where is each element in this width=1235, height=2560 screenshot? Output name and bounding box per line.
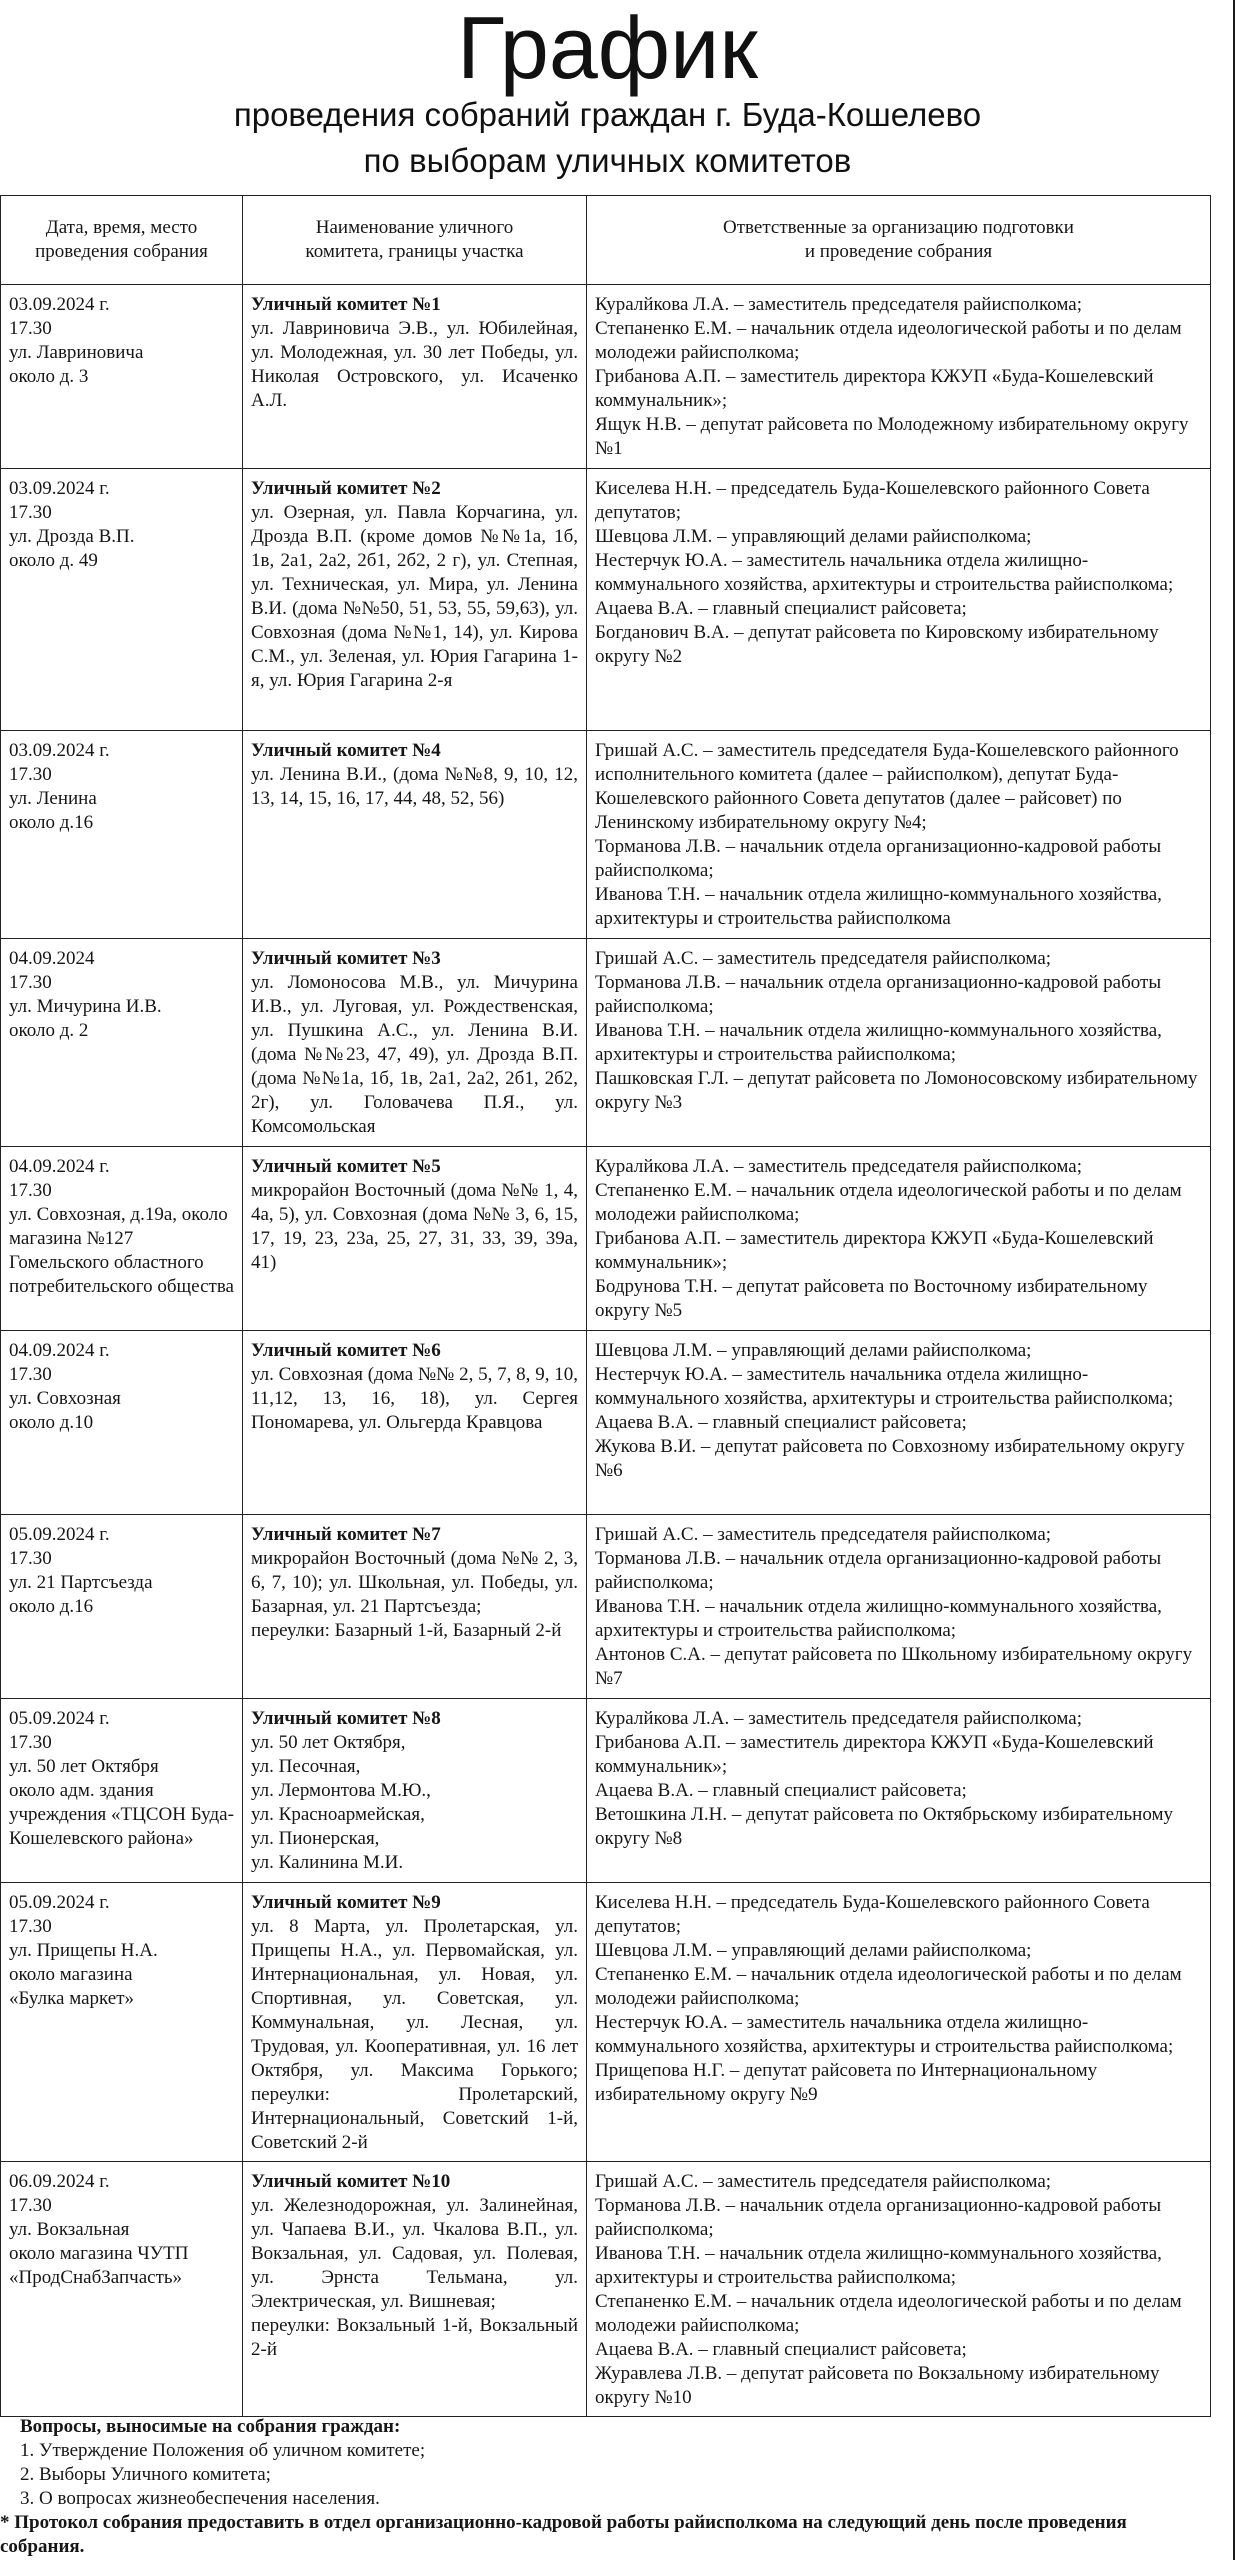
committee-name: Уличный комитет №2 <box>251 478 441 499</box>
committee-boundaries: ул. 50 лет Октября, ул. Песочная, ул. Лермонтова М.Ю., ул. Красноармейская, ул. Пионерская, ул. Калинина М.И. <box>251 1732 431 1873</box>
committee-boundaries: ул. Озерная, ул. Павла Корчагина, ул. Дрозда В.П. (кроме домов №№1а, 1б, 1в, 2а1, 2а2, 2б1, 2б2, 2 г), ул. Степная, ул. Техническая, ул. Мира, ул. Ленина В.И. (дома №№50, 51, 53, 55, 59,63), ул. Совхозная (дома №№1, 14), ул. Кирова С.М., ул. Зеленая, ул. Юрия Гагарина 1-я, ул. Юрия Гагарина 2-я <box>251 502 578 691</box>
responsible-persons: Гришай А.С. – заместитель председателя райисполкома; Торманова Л.В. – начальник отдела организационно-кадровой работы райисполкома; Иванова Т.Н. – начальник отдела жилищно-коммунального хозяйства, архитектуры и строительства райисполкома; Степаненко Е.М. – начальник отдела идеологической работы и по делам молодежи райисполкома; Ацаева В.А. – главный специалист райсовета; Журавлева Л.В. – депутат райсовета по Вокзальному избирательному округу №10 <box>587 2162 1211 2417</box>
responsible-persons: Куралйкова Л.А. – заместитель председателя райисполкома; Грибанова А.П. – заместитель директора КЖУП «Буда-Кошелевский коммунальник»; Ацаева В.А. – главный специалист райсовета; Ветошкина Л.Н. – депутат райсовета по Октябрьскому избирательному округу №8 <box>587 1699 1211 1883</box>
committee-name: Уличный комитет №4 <box>251 740 441 761</box>
meeting-when-where: 03.09.2024 г. 17.30 ул. Дрозда В.П. около д. 49 <box>1 469 243 731</box>
table-row <box>1 1699 1211 1883</box>
table-body <box>1 285 1211 2417</box>
committee-name: Уличный комитет №8 <box>251 1708 441 1729</box>
committee-boundaries: ул. Ломоносова М.В., ул. Мичурина И.В., ул. Луговая, ул. Рождественская, ул. Пушкина А.С., ул. Ленина В.И. (дома №№23, 47, 49), ул. Дрозда В.П. (дома №№1а, 1б, 1в, 2а1, 2а2, 2б1, 2б2, 2г), ул. Головачева П.Я., ул. Комсомольская <box>251 972 578 1137</box>
committee-name: Уличный комитет №3 <box>251 948 441 969</box>
document-subtitle-line2: по выборам уличных комитетов <box>363 142 852 179</box>
committee-name: Уличный комитет №6 <box>251 1340 441 1361</box>
committee-cell <box>243 1515 587 1699</box>
meeting-schedule-table <box>0 195 1211 2417</box>
committee-cell <box>243 939 587 1147</box>
committee-name: Уличный комитет №7 <box>251 1524 441 1545</box>
committee-cell <box>243 1883 587 2162</box>
meeting-when-where: 04.09.2024 г. 17.30 ул. Совхозная, д.19а, около магазина №127 Гомельского областного потребительского общества <box>1 1147 243 1331</box>
committee-cell <box>243 2162 587 2417</box>
committee-boundaries: ул. Ленина В.И., (дома №№8, 9, 10, 12, 13, 14, 15, 16, 17, 44, 48, 52, 56) <box>251 764 578 809</box>
column-header-committee: Наименование уличного комитета, границы участка <box>243 196 587 285</box>
questions-section <box>0 2415 1212 2559</box>
committee-boundaries: микрорайон Восточный (дома №№ 2, 3, 6, 7, 10); ул. Школьная, ул. Победы, ул. Базарная, ул. 21 Партсъезда; переулки: Базарный 1-й, Базарный 2-й <box>251 1548 578 1641</box>
document-title: График <box>457 0 758 97</box>
meeting-when-where: 06.09.2024 г. 17.30 ул. Вокзальная около магазина ЧУТП «ПродСнабЗапчасть» <box>1 2162 243 2417</box>
committee-boundaries: ул. 8 Марта, ул. Пролетарская, ул. Прищепы Н.А., ул. Первомайская, ул. Интернациональная, ул. Новая, ул. Спортивная, ул. Советская, ул. Коммунальная, ул. Лесная, ул. Трудовая, ул. Кооперативная, ул. 16 лет Октября, ул. Максима Горького; переулки: Пролетарский, Интернациональный, Советский 1-й, Советский 2-й <box>251 1916 578 2153</box>
committee-cell <box>243 285 587 469</box>
meeting-when-where: 03.09.2024 г. 17.30 ул. Ленина около д.16 <box>1 731 243 939</box>
responsible-persons: Шевцова Л.М. – управляющий делами райисполкома; Нестерчук Ю.А. – заместитель начальника отдела жилищно-коммунального хозяйства, архитектуры и строительства райисполкома; Ацаева В.А. – главный специалист райсовета; Жукова В.И. – депутат райсовета по Совхозному избирательному округу №6 <box>587 1331 1211 1515</box>
meeting-when-where: 04.09.2024 г. 17.30 ул. Совхозная около д.10 <box>1 1331 243 1515</box>
responsible-persons: Куралйкова Л.А. – заместитель председателя райисполкома; Степаненко Е.М. – начальник отдела идеологической работы и по делам молодежи райисполкома; Грибанова А.П. – заместитель директора КЖУП «Буда-Кошелевский коммунальник»; Ящук Н.В. – депутат райсовета по Молодежному избирательному округу №1 <box>587 285 1211 469</box>
committee-boundaries: ул. Лавриновича Э.В., ул. Юбилейная, ул. Молодежная, ул. 30 лет Победы, ул. Николая Островского, ул. Исаченко А.Л. <box>251 318 578 411</box>
questions-title: Вопросы, выносимые на собрания граждан: <box>20 2416 401 2437</box>
table-row <box>1 1515 1211 1699</box>
protocol-note: * Протокол собрания предоставить в отдел организационно-кадровой работы райисполкома на следующий день после проведения собрания. <box>0 2512 1127 2557</box>
committee-cell <box>243 731 587 939</box>
committee-cell <box>243 1331 587 1515</box>
table-row <box>1 1147 1211 1331</box>
table-row <box>1 731 1211 939</box>
meeting-when-where: 05.09.2024 г. 17.30 ул. 50 лет Октября около адм. здания учреждения «ТЦСОН Буда-Кошелевского района» <box>1 1699 243 1883</box>
responsible-persons: Гришай А.С. – заместитель председателя Буда-Кошелевского районного исполнительного комитета (далее – райисполком), депутат Буда-Кошелевского районного Совета депутатов (далее – райсовет) по Ленинскому избирательному округу №4; Торманова Л.В. – начальник отдела организационно-кадровой работы райисполкома; Иванова Т.Н. – начальник отдела жилищно-коммунального хозяйства, архитектуры и строительства райисполкома <box>587 731 1211 939</box>
committee-cell <box>243 469 587 731</box>
question-item: 1. Утверждение Положения об уличном комитете; <box>20 2440 426 2461</box>
questions-list <box>0 2439 1212 2511</box>
column-header-responsible: Ответственные за организацию подготовки и проведение собрания <box>587 196 1211 285</box>
column-header-when: Дата, время, место проведения собрания <box>1 196 243 285</box>
responsible-persons: Гришай А.С. – заместитель председателя райисполкома; Торманова Л.В. – начальник отдела организационно-кадровой работы райисполкома; Иванова Т.Н. – начальник отдела жилищно-коммунального хозяйства, архитектуры и строительства райисполкома; Антонов С.А. – депутат райсовета по Школьному избирательному округу №7 <box>587 1515 1211 1699</box>
table-row <box>1 939 1211 1147</box>
responsible-persons: Киселева Н.Н. – председатель Буда-Кошелевского районного Совета депутатов; Шевцова Л.М. – управляющий делами райисполкома; Нестерчук Ю.А. – заместитель начальника отдела жилищно-коммунального хозяйства, архитектуры и строительства райисполкома; Ацаева В.А. – главный специалист райсовета; Богданович В.А. – депутат райсовета по Кировскому избирательному округу №2 <box>587 469 1211 731</box>
meeting-when-where: 03.09.2024 г. 17.30 ул. Лавриновича около д. 3 <box>1 285 243 469</box>
table-row <box>1 2162 1211 2417</box>
question-item: 2. Выборы Уличного комитета; <box>20 2464 271 2485</box>
responsible-persons: Гришай А.С. – заместитель председателя райисполкома; Торманова Л.В. – начальник отдела организационно-кадровой работы райисполкома; Иванова Т.Н. – начальник отдела жилищно-коммунального хозяйства, архитектуры и строительства райисполкома; Пашковская Г.Л. – депутат райсовета по Ломоносовскому избирательному округу №3 <box>587 939 1211 1147</box>
responsible-persons: Киселева Н.Н. – председатель Буда-Кошелевского районного Совета депутатов; Шевцова Л.М. – управляющий делами райисполкома; Степаненко Е.М. – начальник отдела идеологической работы и по делам молодежи райисполкома; Нестерчук Ю.А. – заместитель начальника отдела жилищно-коммунального хозяйства, архитектуры и строительства райисполкома; Прищепова Н.Г. – депутат райсовета по Интернациональному избирательному округу №9 <box>587 1883 1211 2162</box>
responsible-persons: Куралйкова Л.А. – заместитель председателя райисполкома; Степаненко Е.М. – начальник отдела идеологической работы и по делам молодежи райисполкома; Грибанова А.П. – заместитель директора КЖУП «Буда-Кошелевский коммунальник»; Бодрунова Т.Н. – депутат райсовета по Восточному избирательному округу №5 <box>587 1147 1211 1331</box>
committee-boundaries: микрорайон Восточный (дома №№ 1, 4, 4а, 5), ул. Совхозная (дома №№ 3, 6, 15, 17, 19, 23, 23а, 25, 27, 31, 33, 39, 39а, 41) <box>251 1180 578 1273</box>
meeting-when-where: 05.09.2024 г. 17.30 ул. Прищепы Н.А. около магазина «Булка маркет» <box>1 1883 243 2162</box>
committee-name: Уличный комитет №9 <box>251 1892 441 1913</box>
table-row <box>1 1883 1211 2162</box>
committee-boundaries: ул. Железнодорожная, ул. Залинейная, ул. Чапаева В.И., ул. Чкалова В.П., ул. Вокзальная, ул. Садовая, ул. Полевая, ул. Эрнста Тельмана, ул. Электрическая, ул. Вишневая; переулки: Вокзальный 1-й, Вокзальный 2-й <box>251 2195 578 2360</box>
committee-boundaries: ул. Совхозная (дома №№ 2, 5, 7, 8, 9, 10, 11,12, 13, 16, 18), ул. Сергея Пономарева, ул. Ольгерда Кравцова <box>251 1364 578 1433</box>
question-item: 3. О вопросах жизнеобеспечения населения. <box>20 2488 380 2509</box>
table-row <box>1 1331 1211 1515</box>
table-row <box>1 285 1211 469</box>
document-subtitle-line1: проведения собраний граждан г. Буда-Кошелево <box>233 96 982 133</box>
table-header <box>1 196 1211 285</box>
committee-name: Уличный комитет №5 <box>251 1156 441 1177</box>
meeting-when-where: 05.09.2024 г. 17.30 ул. 21 Партсъезда около д.16 <box>1 1515 243 1699</box>
committee-name: Уличный комитет №10 <box>251 2171 451 2192</box>
committee-cell <box>243 1147 587 1331</box>
table-row <box>1 469 1211 731</box>
committee-name: Уличный комитет №1 <box>251 294 441 315</box>
committee-cell <box>243 1699 587 1883</box>
meeting-when-where: 04.09.2024 17.30 ул. Мичурина И.В. около д. 2 <box>1 939 243 1147</box>
